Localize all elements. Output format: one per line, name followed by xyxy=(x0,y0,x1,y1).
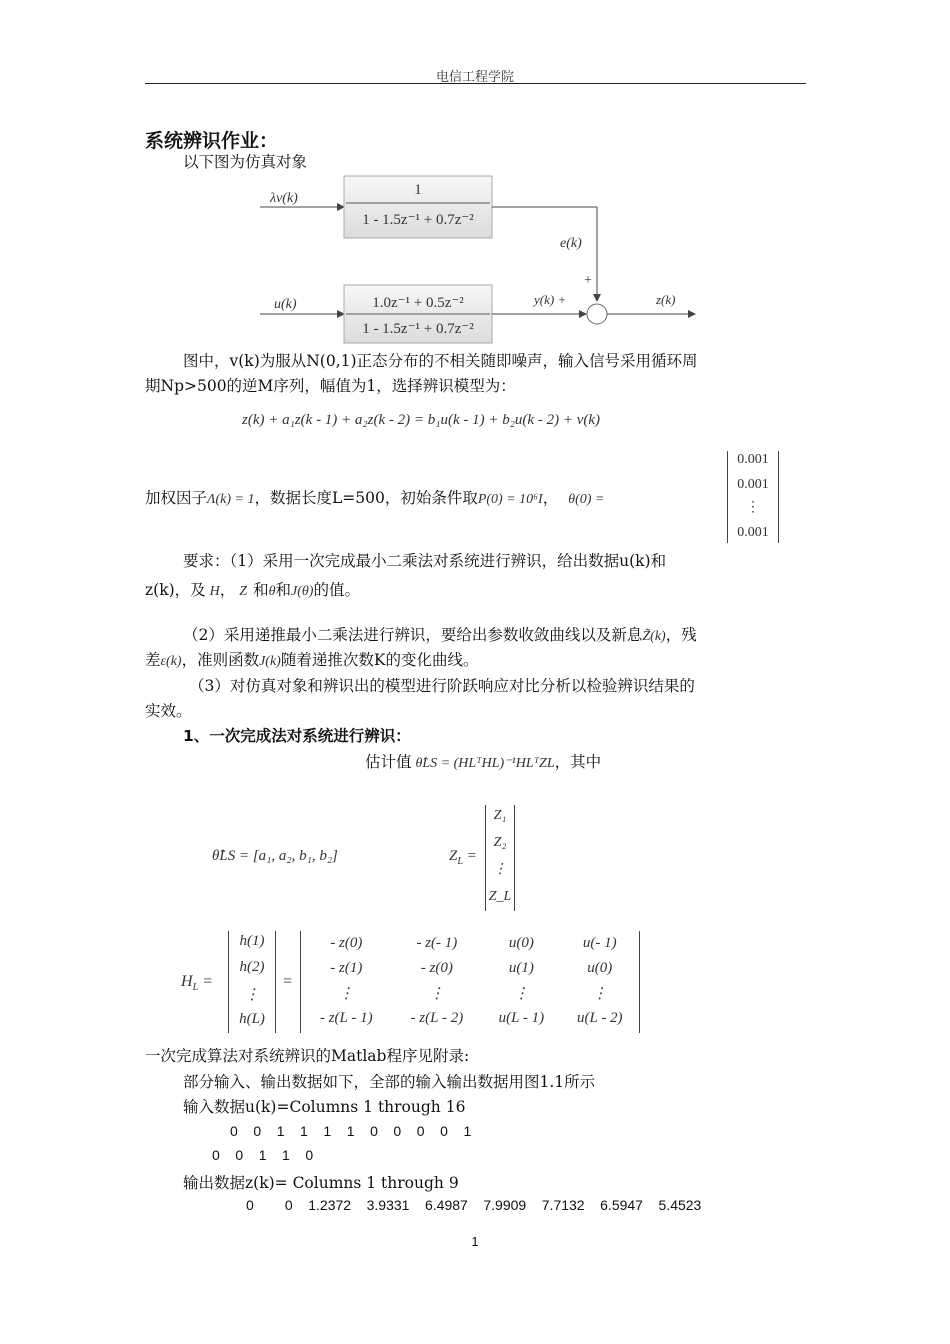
hl-matrix-cell: u(L - 2) xyxy=(577,1010,623,1026)
weight-comma: ， xyxy=(542,489,559,507)
hl-matrix-cell: - z(1) xyxy=(330,960,363,976)
req1-text: z(k)，及 xyxy=(145,581,206,599)
theta0-entry: 0.001 xyxy=(737,525,769,540)
theta-ls-definition: θ̂LS = [a₁, a₂, b₁, b₂] xyxy=(212,848,338,864)
residual-symbol: ε(k) xyxy=(160,654,182,669)
hl-matrix-cell: - z(L - 2) xyxy=(410,1010,464,1026)
weight-line xyxy=(145,486,604,512)
tf2-denominator: 1 - 1.5z⁻¹ + 0.7z⁻² xyxy=(362,321,474,337)
estimate-end: ，其中 xyxy=(554,753,602,771)
hl-matrix-row xyxy=(301,981,639,1006)
hl-matrix-cell: u(L - 1) xyxy=(498,1010,545,1026)
theta0-vector xyxy=(727,451,779,543)
estimate-line xyxy=(365,750,601,776)
tf1-numerator: 1 xyxy=(414,182,422,198)
req1-and2: 和 xyxy=(275,581,292,599)
hl-matrix-cell: ⋮ xyxy=(513,986,529,1002)
theta0-entry: 0.001 xyxy=(737,477,769,492)
y-label: y(k) + xyxy=(534,292,567,307)
theta0-expr: θ(0) = xyxy=(568,492,605,507)
hl-matrix xyxy=(300,931,640,1033)
hl-symbol: H xyxy=(209,584,220,599)
tf1-denominator: 1 - 1.5z⁻¹ + 0.7z⁻² xyxy=(362,212,474,228)
intro-text: 以下图为仿真对象 xyxy=(183,153,308,171)
hl-row-vector xyxy=(228,931,276,1033)
para1-line2: 期Np>500的逆M序列，幅值为1，选择辨识模型为： xyxy=(145,377,516,395)
z-output-label: z(k) xyxy=(656,292,676,307)
zl-vector xyxy=(485,805,515,911)
block-diagram xyxy=(250,170,710,350)
zl-entry: ⋮ xyxy=(493,862,507,877)
equals-sign: = xyxy=(283,973,293,990)
hl-matrix-cell: u(0) xyxy=(587,960,613,976)
hl-matrix-row xyxy=(301,931,639,956)
zl-symbol: Z xyxy=(239,584,248,599)
page-header: 电信工程学院 xyxy=(435,70,514,85)
theta-symbol: θ xyxy=(268,584,276,599)
req2-c: 随着递推次数K的变化曲线。 xyxy=(280,651,479,669)
req3-line2: 实效。 xyxy=(145,702,192,720)
model-equation: z(k) + a₁z(k - 1) + a₂z(k - 2) = b₁u(k - 1) + b₂u(k - 2) + v(k) xyxy=(242,412,601,428)
input-data-label: 输入数据u(k)=Columns 1 through 16 xyxy=(183,1098,466,1116)
hl-matrix-row xyxy=(301,1006,639,1031)
noise-input-label: λv(k) xyxy=(270,191,298,206)
hl-row-entry: h(2) xyxy=(239,959,265,975)
lambda-expr: Λ(k) = 1 xyxy=(207,492,255,507)
zl-label: $Z_L$ = xyxy=(449,848,477,867)
req2-text-end: ，残 xyxy=(665,626,697,644)
output-data-row: 0 0 1.2372 3.9331 6.4987 7.9909 7.7132 6.5947 5.4523 xyxy=(246,1197,702,1213)
hl-matrix-label: $H_L$ = xyxy=(181,973,213,994)
req2-b: ，准则函数 xyxy=(181,651,260,669)
u-input-label: u(k) xyxy=(274,297,297,312)
req2-a: 差 xyxy=(145,651,161,669)
zl-entry: Z₂ xyxy=(493,835,507,850)
input-data-row1: 0 0 1 1 1 1 0 0 0 0 1 xyxy=(230,1123,472,1139)
matlab-note: 一次完成算法对系统辨识的Matlab程序见附录: xyxy=(145,1047,470,1065)
zl-entry: Z_L xyxy=(488,889,512,904)
hl-matrix-cell: ⋮ xyxy=(429,986,445,1002)
req2-text: （2）采用递推最小二乘法进行辨识，要给出参数收敛曲线以及新息 xyxy=(183,626,643,644)
hl-matrix-cell: - z(0) xyxy=(420,960,453,976)
assignment-title: 系统辨识作业： xyxy=(145,130,279,152)
p0-expr: P(0) = 10⁶I xyxy=(477,492,543,507)
header-rule xyxy=(145,83,806,84)
weight-prefix: 加权因子 xyxy=(145,489,208,507)
hl-matrix-cell: ⋮ xyxy=(592,986,608,1002)
hl-row-entry: h(1) xyxy=(239,933,265,949)
estimate-formula: θ̂LS = (HLᵀHL)⁻¹HLᵀZL xyxy=(415,756,555,771)
hl-matrix-cell: - z(L - 1) xyxy=(319,1010,373,1026)
req2-line1 xyxy=(183,623,697,649)
weight-mid: ，数据长度L=500，初始条件取 xyxy=(254,489,478,507)
theta0-entry: ⋮ xyxy=(746,500,760,515)
req1-and1: 和 xyxy=(253,581,269,599)
j-theta-symbol: J(θ) xyxy=(291,584,314,599)
theta0-entry: 0.001 xyxy=(737,452,769,467)
hl-row-entry: h(L) xyxy=(239,1011,265,1027)
hl-row-entry: ⋮ xyxy=(244,987,260,1003)
hl-matrix-cell: - z(0) xyxy=(330,935,363,951)
para1-line1: 图中，v(k)为服从N(0,1)正态分布的不相关随即噪声，输入信号采用循环周 xyxy=(183,352,698,370)
req2-line2 xyxy=(145,648,478,674)
req1-end: 的值。 xyxy=(313,581,360,599)
e-label: e(k) xyxy=(560,236,582,251)
output-data-label: 输出数据z(k)= Columns 1 through 9 xyxy=(183,1174,459,1192)
req1-line1: 要求：（1）采用一次完成最小二乘法对系统进行辨识，给出数据u(k)和 xyxy=(183,552,667,570)
hl-matrix-row xyxy=(301,956,639,981)
req1-sep: ， xyxy=(219,581,236,599)
summing-junction xyxy=(587,304,607,324)
hl-matrix-table xyxy=(301,931,639,1031)
input-data-row2: 0 0 1 1 0 xyxy=(212,1147,314,1163)
criterion-symbol: J(k) xyxy=(259,654,281,669)
section1-heading: 1、一次完成法对系统进行辨识： xyxy=(183,727,411,745)
req3-line1: （3）对仿真对象和辨识出的模型进行阶跃响应对比分析以检验辨识结果的 xyxy=(189,677,695,695)
innovation-symbol: Z̃(k) xyxy=(642,629,666,644)
tf2-numerator: 1.0z⁻¹ + 0.5z⁻² xyxy=(372,295,464,311)
hl-matrix-cell: - z(- 1) xyxy=(416,935,458,951)
page-number: 1 xyxy=(471,1234,479,1249)
hl-matrix-cell: ⋮ xyxy=(338,986,354,1002)
hl-matrix-cell: u(1) xyxy=(508,960,534,976)
zl-entry: Z₁ xyxy=(493,808,507,823)
hl-matrix-cell: u(- 1) xyxy=(582,935,617,951)
partial-data-note: 部分输入、输出数据如下，全部的输入输出数据用图1.1所示 xyxy=(183,1073,596,1091)
req1-line2 xyxy=(145,578,360,604)
estimate-label: 估计值 xyxy=(365,753,412,771)
plus-top: + xyxy=(584,273,592,288)
hl-matrix-cell: u(0) xyxy=(508,935,534,951)
